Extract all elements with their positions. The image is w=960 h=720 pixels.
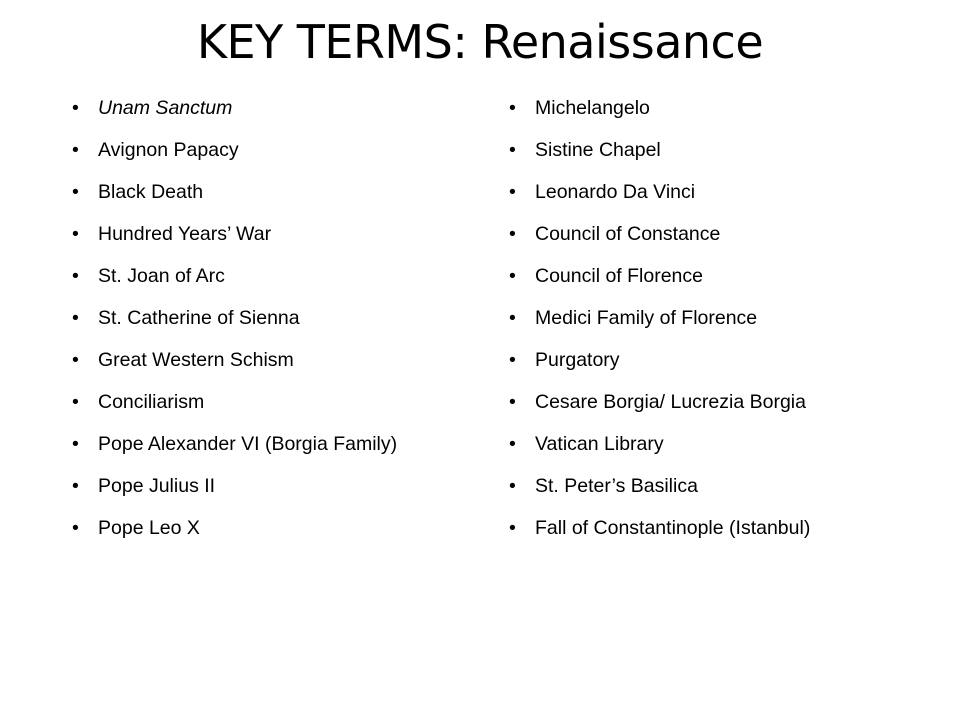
list-item	[509, 265, 929, 288]
bullet-icon: •	[72, 433, 79, 455]
list-item	[509, 517, 929, 540]
term-text: Fall of Constantinople (Istanbul)	[535, 517, 811, 539]
list-item	[72, 97, 402, 120]
list-item	[72, 181, 402, 204]
bullet-icon: •	[72, 307, 79, 329]
list-item	[509, 97, 929, 120]
bullet-icon: •	[509, 475, 516, 497]
term-text: Pope Alexander VI (Borgia Family)	[98, 433, 398, 455]
term-text: Medici Family of Florence	[535, 307, 758, 329]
slide-title: KEY TERMS: Renaissance	[196, 15, 764, 69]
list-item	[509, 223, 929, 246]
term-text: Michelangelo	[535, 97, 650, 119]
bullet-icon: •	[509, 223, 516, 245]
term-text: Pope Leo X	[98, 517, 200, 539]
bullet-icon: •	[509, 307, 516, 329]
left-term-list	[72, 97, 402, 559]
list-item	[72, 307, 402, 330]
list-item	[509, 139, 929, 162]
term-text: Pope Julius II	[98, 475, 216, 497]
bullet-icon: •	[72, 349, 79, 371]
term-text: St. Joan of Arc	[98, 265, 225, 287]
bullet-icon: •	[72, 265, 79, 287]
term-text: Sistine Chapel	[535, 139, 661, 161]
list-item	[72, 391, 402, 414]
bullet-icon: •	[72, 97, 79, 119]
term-text: Conciliarism	[98, 391, 205, 413]
list-item	[72, 433, 402, 456]
bullet-icon: •	[72, 475, 79, 497]
bullet-icon: •	[72, 391, 79, 413]
bullet-icon: •	[509, 97, 516, 119]
bullet-icon: •	[72, 139, 79, 161]
term-text: Black Death	[98, 181, 204, 203]
list-item	[72, 517, 402, 540]
bullet-icon: •	[72, 223, 79, 245]
list-item	[509, 391, 929, 414]
right-term-list	[509, 97, 929, 559]
term-text: Leonardo Da Vinci	[535, 181, 696, 203]
term-text: Great Western Schism	[98, 349, 294, 371]
list-item	[72, 139, 402, 162]
bullet-icon: •	[72, 517, 79, 539]
list-item	[72, 349, 402, 372]
term-text: Council of Constance	[535, 223, 721, 245]
term-text: St. Peter’s Basilica	[535, 475, 698, 497]
bullet-icon: •	[509, 139, 516, 161]
list-item	[509, 433, 929, 456]
term-text: Avignon Papacy	[98, 139, 239, 161]
term-text: Unam Sanctum	[98, 97, 233, 119]
term-text: Vatican Library	[535, 433, 664, 455]
term-text: Hundred Years’ War	[98, 223, 272, 245]
bullet-icon: •	[509, 181, 516, 203]
list-item	[509, 349, 929, 372]
list-item	[72, 265, 402, 288]
bullet-icon: •	[509, 349, 516, 371]
list-item	[509, 181, 929, 204]
bullet-icon: •	[509, 517, 516, 539]
bullet-icon: •	[509, 391, 516, 413]
term-text: St. Catherine of Sienna	[98, 307, 300, 329]
term-text: Purgatory	[535, 349, 620, 371]
list-item	[509, 307, 929, 330]
list-item	[72, 223, 402, 246]
list-item	[72, 475, 402, 498]
term-text: Cesare Borgia/ Lucrezia Borgia	[535, 391, 806, 413]
bullet-icon: •	[72, 181, 79, 203]
term-text: Council of Florence	[535, 265, 703, 287]
bullet-icon: •	[509, 265, 516, 287]
list-item	[509, 475, 929, 498]
bullet-icon: •	[509, 433, 516, 455]
